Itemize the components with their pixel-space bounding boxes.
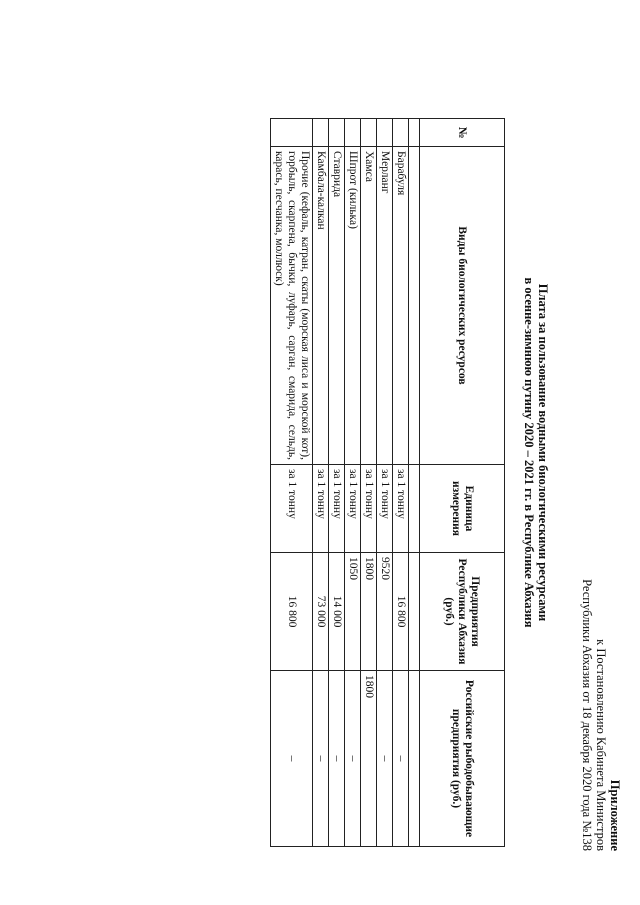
russian-price-cell: – bbox=[329, 671, 345, 847]
fees-table bbox=[270, 118, 505, 847]
local-price-cell: 16 800 bbox=[393, 553, 409, 671]
unit-cell: за 1 тонну bbox=[345, 465, 361, 553]
russian-price-cell: – bbox=[393, 671, 409, 847]
species-cell: Камбала-калкан bbox=[313, 147, 329, 465]
russian-price-cell: 1800 bbox=[361, 671, 377, 847]
species-cell: Шпрот (килька) bbox=[345, 147, 361, 465]
table-row bbox=[361, 119, 377, 847]
unit-cell: за 1 тонну bbox=[271, 465, 313, 553]
unit-cell: за 1 тонну bbox=[313, 465, 329, 553]
local-price-cell: 9520 bbox=[377, 553, 393, 671]
title-line-2: в осенне-зимнюю путину 2020 – 2021 гг. в Республике Абхазия bbox=[522, 277, 536, 628]
unit-cell: за 1 тонну bbox=[361, 465, 377, 553]
species-cell: Ставрида bbox=[329, 147, 345, 465]
table-row bbox=[329, 119, 345, 847]
species-cell: Мерланг bbox=[377, 147, 393, 465]
appendix-line-1: к Постановлению Кабинета Министров bbox=[594, 639, 608, 851]
table-row bbox=[393, 119, 409, 847]
table-row bbox=[345, 119, 361, 847]
document-title bbox=[522, 0, 550, 905]
local-price-cell: 1050 bbox=[345, 553, 361, 671]
table-header-row bbox=[420, 119, 505, 847]
table-row bbox=[313, 119, 329, 847]
local-price-cell: 73 000 bbox=[313, 553, 329, 671]
unit-cell: за 1 тонну bbox=[393, 465, 409, 553]
local-price-cell: 16 800 bbox=[271, 553, 313, 671]
appendix-heading: Приложение bbox=[608, 779, 622, 851]
appendix-line-2: Республики Абхазия от 18 декабря 2020 года №138 bbox=[580, 579, 594, 851]
header-russian: Российские рыбодобывающие предприятия (руб.) bbox=[420, 671, 505, 847]
unit-cell: за 1 тонну bbox=[377, 465, 393, 553]
russian-price-cell: – bbox=[271, 671, 313, 847]
header-unit: Единица измерения bbox=[420, 465, 505, 553]
header-species: Виды биологических ресурсов bbox=[420, 147, 505, 465]
species-cell: Барабуля bbox=[393, 147, 409, 465]
header-num: № bbox=[420, 119, 505, 147]
russian-price-cell: – bbox=[377, 671, 393, 847]
table-row bbox=[271, 119, 313, 847]
table-row bbox=[377, 119, 393, 847]
local-price-cell: 1800 bbox=[361, 553, 377, 671]
unit-cell: за 1 тонну bbox=[329, 465, 345, 553]
species-cell: Прочие (кефаль, катран, скаты (морская лиса и морской кот), горбыль, скарпена, бычки, луфарь, сарган, смарида, сельдь, карась, песчанка, моллюск) bbox=[271, 147, 313, 465]
local-price-cell: 14 000 bbox=[329, 553, 345, 671]
title-line-1: Плата за пользование водными биологическими ресурсами bbox=[536, 283, 550, 622]
header-local: Предприятия Республики Абхазия (руб.) bbox=[420, 553, 505, 671]
russian-price-cell: – bbox=[345, 671, 361, 847]
appendix-header bbox=[580, 579, 622, 851]
table-spacer-row bbox=[409, 119, 420, 847]
species-cell: Хамса bbox=[361, 147, 377, 465]
russian-price-cell: – bbox=[313, 671, 329, 847]
